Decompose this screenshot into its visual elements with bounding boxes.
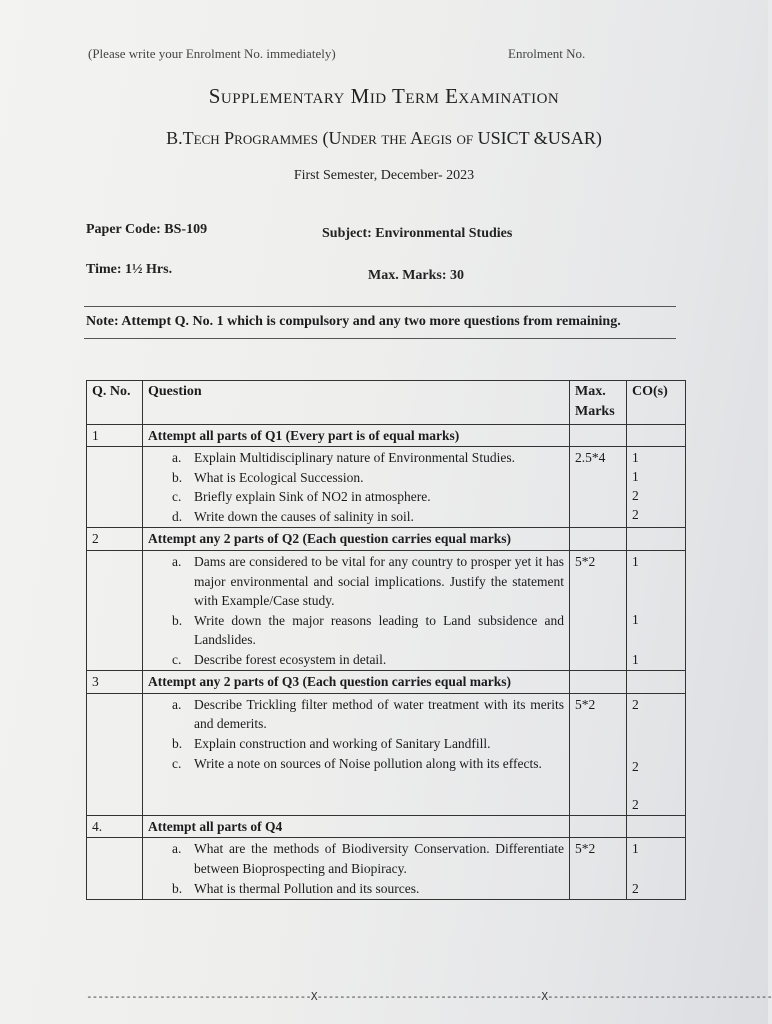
instruction-note: Note: Attempt Q. No. 1 which is compulsory and any two more questions from remaining. xyxy=(86,314,621,329)
question-heading-row xyxy=(87,528,686,551)
time: Time: 1½ Hrs. xyxy=(86,262,173,277)
question-cos xyxy=(627,693,686,815)
question-part: b. What is thermal Pollution and its sources. xyxy=(172,880,420,896)
question-parts xyxy=(143,550,570,670)
question-heading: Attempt any 2 parts of Q2 (Each question carries equal marks) xyxy=(143,528,570,551)
header-qno: Q. No. xyxy=(87,381,143,425)
question-cos xyxy=(627,447,686,528)
co-value: 1 xyxy=(632,841,639,857)
question-parts-row xyxy=(87,838,686,900)
exam-title: Supplementary Mid Term Examination xyxy=(208,84,560,108)
question-table xyxy=(86,380,686,900)
question-heading: Attempt any 2 parts of Q3 (Each question carries equal marks) xyxy=(143,671,570,694)
question-part: c. Write a note on sources of Noise pollution along with its effects. xyxy=(172,755,542,771)
question-parts-row xyxy=(87,550,686,670)
question-cos xyxy=(627,838,686,900)
question-number: 3 xyxy=(87,671,143,694)
question-part: a. What are the methods of Biodiversity Conservation. Differentiate between Bioprospecting and Biopiracy. xyxy=(172,841,564,877)
co-value: 1 xyxy=(632,450,639,466)
question-heading-row xyxy=(87,815,686,838)
question-parts xyxy=(143,447,570,528)
paper-code: Paper Code: BS-109 xyxy=(86,222,208,237)
question-number: 2 xyxy=(87,528,143,551)
question-part: a. Dams are considered to be vital for any country to prosper yet it has major environmental and social implications. Justify the statement with Example/Case study. xyxy=(172,553,564,609)
question-parts-row xyxy=(87,693,686,815)
enrolment-label: Enrolment No. xyxy=(508,46,586,61)
semester-line: First Semester, December- 2023 xyxy=(293,168,475,183)
co-value: 1 xyxy=(632,611,639,627)
max-marks: Max. Marks: 30 xyxy=(368,268,465,283)
co-value: 2 xyxy=(632,796,639,812)
question-part: b. Write down the major reasons leading to Land subsidence and Landslides. xyxy=(172,612,564,648)
question-part: d. Write down the causes of salinity in soil. xyxy=(172,508,414,524)
co-value: 2 xyxy=(632,488,639,504)
question-marks: 5*2 xyxy=(570,838,627,900)
question-part: b. Explain construction and working of Sanitary Landfill. xyxy=(172,736,491,752)
divider-bottom xyxy=(84,338,676,339)
question-part: c. Describe forest ecosystem in detail. xyxy=(172,651,387,667)
header-max-marks: Max. Marks xyxy=(570,381,627,425)
question-marks: 5*2 xyxy=(570,550,627,670)
co-value: 2 xyxy=(632,507,639,523)
end-separator: ----------------------------------------X----------------------------------------X---------------------------------------- xyxy=(86,990,772,1003)
question-marks: 2.5*4 xyxy=(570,447,627,528)
question-heading-row xyxy=(87,671,686,694)
question-heading: Attempt all parts of Q1 (Every part is of equal marks) xyxy=(143,424,570,447)
question-part: b. What is Ecological Succession. xyxy=(172,469,364,485)
enrolment-instruction: (Please write your Enrolment No. immediately) xyxy=(88,46,336,61)
question-heading: Attempt all parts of Q4 xyxy=(143,815,570,838)
question-part: c. Briefly explain Sink of NO2 in atmosphere. xyxy=(172,489,431,505)
header-cos: CO(s) xyxy=(627,381,686,425)
question-part: a. Explain Multidisciplinary nature of Environmental Studies. xyxy=(172,450,515,466)
question-number: 1 xyxy=(87,424,143,447)
co-value: 2 xyxy=(632,758,639,774)
programme-title: B.Tech Programmes (Under the Aegis of USICT &USAR) xyxy=(166,128,602,148)
table-header-row xyxy=(87,381,686,425)
question-heading-row xyxy=(87,424,686,447)
divider-top xyxy=(84,306,676,307)
header-question: Question xyxy=(143,381,570,425)
co-value: 1 xyxy=(632,553,639,569)
co-value: 1 xyxy=(632,651,639,667)
subject: Subject: Environmental Studies xyxy=(322,226,513,241)
question-number: 4. xyxy=(87,815,143,838)
question-parts-row xyxy=(87,447,686,528)
question-parts xyxy=(143,693,570,815)
co-value: 2 xyxy=(632,696,639,712)
question-parts xyxy=(143,838,570,900)
question-marks: 5*2 xyxy=(570,693,627,815)
question-cos xyxy=(627,550,686,670)
co-value: 2 xyxy=(632,881,639,897)
co-value: 1 xyxy=(632,469,639,485)
question-part: a. Describe Trickling filter method of water treatment with its merits and demerits. xyxy=(172,696,564,732)
